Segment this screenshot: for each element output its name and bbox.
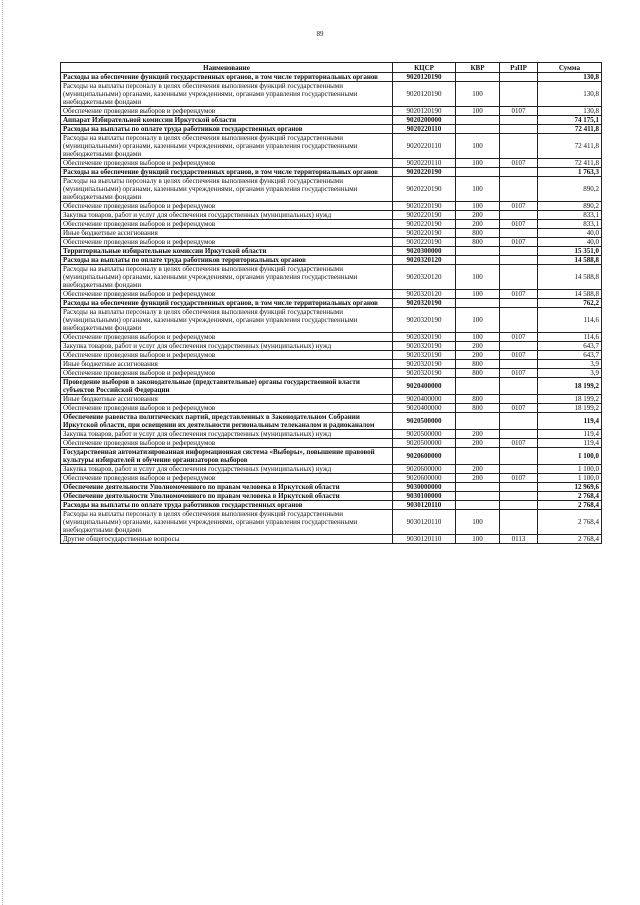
cell-sum: 18 199,2 bbox=[538, 378, 602, 395]
table-row bbox=[61, 430, 602, 439]
cell-rzpr bbox=[500, 211, 538, 220]
cell-rzpr: 0107 bbox=[500, 107, 538, 116]
cell-kcsr: 9020120190 bbox=[393, 82, 456, 107]
cell-name: Расходы на выплаты персоналу в целях обеспечения выполнения функций государственными (муниципальными) органами, казенными учреждениями, органами управления государственными внебюджетными фондами bbox=[61, 308, 393, 333]
cell-sum: 72 411,8 bbox=[538, 134, 602, 159]
table-row bbox=[61, 159, 602, 168]
table-row bbox=[61, 177, 602, 202]
cell-kvr: 200 bbox=[456, 211, 500, 220]
cell-rzpr bbox=[500, 465, 538, 474]
cell-kvr: 100 bbox=[456, 202, 500, 211]
cell-sum: 72 411,8 bbox=[538, 159, 602, 168]
cell-name: Расходы на выплаты персоналу в целях обеспечения выполнения функций государственными (муниципальными) органами, казенными учреждениями, органами управления государственными внебюджетными фондами bbox=[61, 82, 393, 107]
cell-rzpr: 0113 bbox=[500, 535, 538, 544]
cell-name: Обеспечение проведения выборов и референдумов bbox=[61, 351, 393, 360]
cell-name: Закупка товаров, работ и услуг для обеспечения государственных (муниципальных) нужд bbox=[61, 465, 393, 474]
table-row bbox=[61, 439, 602, 448]
cell-name: Обеспечение проведения выборов и референдумов bbox=[61, 220, 393, 229]
cell-kcsr: 9020200000 bbox=[393, 116, 456, 125]
cell-name: Проведение выборов в законодательные (представительные) органы государственной власти субъектов Российской Федерации bbox=[61, 378, 393, 395]
cell-name: Закупка товаров, работ и услуг для обеспечения государственных (муниципальных) нужд bbox=[61, 342, 393, 351]
header-name: Наименование bbox=[61, 63, 393, 73]
cell-rzpr: 0107 bbox=[500, 351, 538, 360]
cell-name: Обеспечение проведения выборов и референдумов bbox=[61, 333, 393, 342]
header-rzpr: РзПР bbox=[500, 63, 538, 73]
cell-kcsr: 9020600000 bbox=[393, 474, 456, 483]
budget-table bbox=[60, 62, 602, 544]
cell-name: Обеспечение деятельности Уполномоченного по правам человека в Иркутской области bbox=[61, 483, 393, 492]
table-row bbox=[61, 395, 602, 404]
cell-kvr: 200 bbox=[456, 474, 500, 483]
table-row bbox=[61, 474, 602, 483]
cell-kcsr: 9020220190 bbox=[393, 202, 456, 211]
cell-rzpr: 0107 bbox=[500, 404, 538, 413]
cell-sum: 2 768,4 bbox=[538, 501, 602, 510]
cell-rzpr bbox=[500, 360, 538, 369]
table-row bbox=[61, 483, 602, 492]
table-row bbox=[61, 510, 602, 535]
cell-name: Обеспечение проведения выборов и референдумов bbox=[61, 202, 393, 211]
cell-rzpr bbox=[500, 395, 538, 404]
cell-name: Обеспечение проведения выборов и референдумов bbox=[61, 107, 393, 116]
cell-rzpr bbox=[500, 378, 538, 395]
cell-kvr bbox=[456, 378, 500, 395]
cell-name: Расходы на выплаты по оплате труда работников территориальных органов bbox=[61, 256, 393, 265]
cell-sum: 14 588,8 bbox=[538, 290, 602, 299]
cell-kcsr: 9030000000 bbox=[393, 483, 456, 492]
cell-kcsr: 9030120110 bbox=[393, 535, 456, 544]
cell-kvr: 200 bbox=[456, 439, 500, 448]
cell-kvr: 800 bbox=[456, 238, 500, 247]
cell-kvr: 800 bbox=[456, 229, 500, 238]
cell-rzpr bbox=[500, 483, 538, 492]
cell-kcsr: 9020320190 bbox=[393, 360, 456, 369]
cell-kcsr: 9020320190 bbox=[393, 351, 456, 360]
table-row bbox=[61, 134, 602, 159]
table-row bbox=[61, 465, 602, 474]
cell-sum: 3,9 bbox=[538, 360, 602, 369]
cell-name: Обеспечение проведения выборов и референдумов bbox=[61, 369, 393, 378]
cell-kcsr: 9020220190 bbox=[393, 220, 456, 229]
table-header-row bbox=[61, 63, 602, 73]
cell-kvr: 800 bbox=[456, 404, 500, 413]
cell-sum: 643,7 bbox=[538, 351, 602, 360]
cell-sum: 14 588,8 bbox=[538, 256, 602, 265]
table-row bbox=[61, 308, 602, 333]
cell-kvr bbox=[456, 413, 500, 430]
cell-rzpr: 0107 bbox=[500, 333, 538, 342]
cell-name: Обеспечение проведения выборов и референдумов bbox=[61, 439, 393, 448]
table-row bbox=[61, 413, 602, 430]
table-row bbox=[61, 265, 602, 290]
cell-name: Государственная автоматизированная информационная система «Выборы», повышение правовой культуры избирателей и обучение организаторов выборов bbox=[61, 448, 393, 465]
cell-kvr: 100 bbox=[456, 290, 500, 299]
cell-kvr bbox=[456, 299, 500, 308]
cell-kvr: 200 bbox=[456, 220, 500, 229]
cell-name: Расходы на выплаты персоналу в целях обеспечения выполнения функций государственными (муниципальными) органами, казенными учреждениями, органами управления государственными внебюджетными фондами bbox=[61, 510, 393, 535]
cell-kcsr: 9020500000 bbox=[393, 439, 456, 448]
cell-sum: 114,6 bbox=[538, 308, 602, 333]
cell-kvr: 800 bbox=[456, 395, 500, 404]
table-row bbox=[61, 492, 602, 501]
table-row bbox=[61, 501, 602, 510]
cell-name: Расходы на обеспечение функций государственных органов, в том числе территориальных органов bbox=[61, 73, 393, 82]
cell-sum: 1 100,0 bbox=[538, 474, 602, 483]
table-row bbox=[61, 535, 602, 544]
cell-rzpr: 0107 bbox=[500, 474, 538, 483]
cell-rzpr bbox=[500, 448, 538, 465]
cell-rzpr bbox=[500, 168, 538, 177]
cell-kcsr: 9030120110 bbox=[393, 510, 456, 535]
page-number: 89 bbox=[316, 30, 324, 38]
table-row bbox=[61, 125, 602, 134]
cell-sum: 890,2 bbox=[538, 202, 602, 211]
cell-name: Иные бюджетные ассигнования bbox=[61, 395, 393, 404]
cell-kvr bbox=[456, 125, 500, 134]
table-row bbox=[61, 211, 602, 220]
cell-name: Иные бюджетные ассигнования bbox=[61, 360, 393, 369]
cell-sum: 18 199,2 bbox=[538, 404, 602, 413]
cell-rzpr: 0107 bbox=[500, 220, 538, 229]
cell-rzpr bbox=[500, 430, 538, 439]
cell-sum: 18 199,2 bbox=[538, 395, 602, 404]
cell-kcsr: 9020500000 bbox=[393, 430, 456, 439]
table-row bbox=[61, 256, 602, 265]
table-row bbox=[61, 360, 602, 369]
cell-name: Расходы на обеспечение функций государственных органов, в том числе территориальных органов bbox=[61, 168, 393, 177]
cell-kcsr: 9020120190 bbox=[393, 107, 456, 116]
cell-kvr: 100 bbox=[456, 134, 500, 159]
cell-rzpr bbox=[500, 501, 538, 510]
table-row bbox=[61, 448, 602, 465]
cell-sum: 14 588,8 bbox=[538, 265, 602, 290]
cell-rzpr: 0107 bbox=[500, 202, 538, 211]
cell-rzpr: 0107 bbox=[500, 369, 538, 378]
cell-kcsr: 9020320190 bbox=[393, 369, 456, 378]
cell-kcsr: 9020320120 bbox=[393, 265, 456, 290]
cell-kvr: 100 bbox=[456, 308, 500, 333]
cell-sum: 1 763,3 bbox=[538, 168, 602, 177]
cell-sum: 2 768,4 bbox=[538, 510, 602, 535]
cell-name: Расходы на выплаты персоналу в целях обеспечения выполнения функций государственными (муниципальными) органами, казенными учреждениями, органами управления государственными внебюджетными фондами bbox=[61, 265, 393, 290]
cell-rzpr bbox=[500, 492, 538, 501]
cell-kcsr: 9020320190 bbox=[393, 299, 456, 308]
cell-sum: 72 411,8 bbox=[538, 125, 602, 134]
cell-rzpr bbox=[500, 299, 538, 308]
cell-kcsr: 9020220190 bbox=[393, 238, 456, 247]
cell-kvr bbox=[456, 256, 500, 265]
cell-kcsr: 9030120110 bbox=[393, 501, 456, 510]
cell-kcsr: 9020220110 bbox=[393, 159, 456, 168]
cell-kcsr: 9020400000 bbox=[393, 404, 456, 413]
cell-rzpr bbox=[500, 73, 538, 82]
cell-name: Обеспечение равенства политических партий, представленных в Законодательном Собрании Иркутской области, при освещении их деятельности региональным телеканалом и радиоканалом bbox=[61, 413, 393, 430]
cell-rzpr bbox=[500, 116, 538, 125]
cell-name: Обеспечение проведения выборов и референдумов bbox=[61, 238, 393, 247]
header-kcsr: КЦСР bbox=[393, 63, 456, 73]
cell-rzpr: 0107 bbox=[500, 439, 538, 448]
cell-rzpr bbox=[500, 247, 538, 256]
cell-kvr: 100 bbox=[456, 535, 500, 544]
cell-kcsr: 9020600000 bbox=[393, 448, 456, 465]
cell-sum: 1 100,0 bbox=[538, 448, 602, 465]
cell-name: Территориальные избирательные комиссии Иркутской области bbox=[61, 247, 393, 256]
cell-kvr: 800 bbox=[456, 360, 500, 369]
cell-kvr bbox=[456, 448, 500, 465]
cell-rzpr bbox=[500, 82, 538, 107]
table-row bbox=[61, 369, 602, 378]
cell-sum: 119,4 bbox=[538, 413, 602, 430]
cell-sum: 130,8 bbox=[538, 107, 602, 116]
cell-kcsr: 9020220110 bbox=[393, 125, 456, 134]
cell-sum: 643,7 bbox=[538, 342, 602, 351]
cell-kcsr: 9020220190 bbox=[393, 229, 456, 238]
cell-kvr: 100 bbox=[456, 159, 500, 168]
table-row bbox=[61, 238, 602, 247]
cell-kvr bbox=[456, 116, 500, 125]
table-row bbox=[61, 229, 602, 238]
cell-rzpr: 0107 bbox=[500, 159, 538, 168]
cell-name: Расходы на выплаты персоналу в целях обеспечения выполнения функций государственными (муниципальными) органами, казенными учреждениями, органами управления государственными внебюджетными фондами bbox=[61, 134, 393, 159]
cell-kcsr: 9020600000 bbox=[393, 465, 456, 474]
cell-kvr: 200 bbox=[456, 342, 500, 351]
cell-sum: 130,8 bbox=[538, 73, 602, 82]
cell-sum: 762,2 bbox=[538, 299, 602, 308]
cell-kcsr: 9020400000 bbox=[393, 395, 456, 404]
cell-sum: 114,6 bbox=[538, 333, 602, 342]
cell-kcsr: 9020320120 bbox=[393, 256, 456, 265]
cell-sum: 119,4 bbox=[538, 430, 602, 439]
cell-name: Обеспечение деятельности Уполномоченного по правам человека в Иркутской области bbox=[61, 492, 393, 501]
cell-name: Обеспечение проведения выборов и референдумов bbox=[61, 290, 393, 299]
cell-rzpr: 0107 bbox=[500, 290, 538, 299]
cell-kvr: 100 bbox=[456, 82, 500, 107]
cell-sum: 74 175,1 bbox=[538, 116, 602, 125]
cell-kcsr: 9020300000 bbox=[393, 247, 456, 256]
cell-kvr bbox=[456, 247, 500, 256]
cell-sum: 40,0 bbox=[538, 238, 602, 247]
cell-rzpr bbox=[500, 308, 538, 333]
table-row bbox=[61, 247, 602, 256]
table-row bbox=[61, 73, 602, 82]
cell-sum: 119,4 bbox=[538, 439, 602, 448]
cell-kcsr: 9020320190 bbox=[393, 308, 456, 333]
cell-rzpr bbox=[500, 342, 538, 351]
cell-name: Расходы на выплаты персоналу в целях обеспечения выполнения функций государственными (муниципальными) органами, казенными учреждениями, органами управления государственными внебюджетными фондами bbox=[61, 177, 393, 202]
cell-kvr: 100 bbox=[456, 177, 500, 202]
cell-name: Расходы на выплаты по оплате труда работников государственных органов bbox=[61, 125, 393, 134]
cell-sum: 3,9 bbox=[538, 369, 602, 378]
cell-name: Обеспечение проведения выборов и референдумов bbox=[61, 404, 393, 413]
header-kvr: КВР bbox=[456, 63, 500, 73]
table-row bbox=[61, 202, 602, 211]
cell-name: Аппарат Избирательной комиссии Иркутской области bbox=[61, 116, 393, 125]
cell-kcsr: 9020220110 bbox=[393, 134, 456, 159]
cell-kvr: 800 bbox=[456, 369, 500, 378]
table-row bbox=[61, 378, 602, 395]
cell-kvr bbox=[456, 168, 500, 177]
cell-rzpr bbox=[500, 510, 538, 535]
table-row bbox=[61, 116, 602, 125]
cell-rzpr bbox=[500, 134, 538, 159]
table-row bbox=[61, 168, 602, 177]
cell-sum: 890,2 bbox=[538, 177, 602, 202]
table-row bbox=[61, 220, 602, 229]
cell-kvr: 200 bbox=[456, 351, 500, 360]
cell-sum: 1 100,0 bbox=[538, 465, 602, 474]
cell-sum: 12 969,6 bbox=[538, 483, 602, 492]
cell-sum: 2 768,4 bbox=[538, 492, 602, 501]
table-row bbox=[61, 299, 602, 308]
cell-kvr: 200 bbox=[456, 430, 500, 439]
cell-rzpr bbox=[500, 265, 538, 290]
table-row bbox=[61, 107, 602, 116]
cell-rzpr bbox=[500, 256, 538, 265]
cell-kcsr: 9020320190 bbox=[393, 333, 456, 342]
table-row bbox=[61, 342, 602, 351]
cell-sum: 130,8 bbox=[538, 82, 602, 107]
cell-rzpr bbox=[500, 177, 538, 202]
cell-rzpr: 0107 bbox=[500, 238, 538, 247]
cell-kvr: 100 bbox=[456, 107, 500, 116]
header-sum: Сумма bbox=[538, 63, 602, 73]
table-row bbox=[61, 351, 602, 360]
cell-kcsr: 9020220190 bbox=[393, 168, 456, 177]
table-row bbox=[61, 404, 602, 413]
cell-sum: 2 768,4 bbox=[538, 535, 602, 544]
cell-kvr: 100 bbox=[456, 510, 500, 535]
cell-name: Закупка товаров, работ и услуг для обеспечения государственных (муниципальных) нужд bbox=[61, 211, 393, 220]
scan-edge bbox=[2, 0, 7, 905]
cell-kcsr: 9020320190 bbox=[393, 342, 456, 351]
cell-kcsr: 9020120190 bbox=[393, 73, 456, 82]
cell-rzpr bbox=[500, 125, 538, 134]
cell-kcsr: 9020220190 bbox=[393, 177, 456, 202]
table-row bbox=[61, 82, 602, 107]
cell-kvr bbox=[456, 483, 500, 492]
table-row bbox=[61, 333, 602, 342]
cell-kcsr: 9020320120 bbox=[393, 290, 456, 299]
cell-kcsr: 9020400000 bbox=[393, 378, 456, 395]
cell-sum: 833,1 bbox=[538, 211, 602, 220]
table-body bbox=[61, 73, 602, 544]
cell-name: Обеспечение проведения выборов и референдумов bbox=[61, 159, 393, 168]
cell-kvr: 100 bbox=[456, 265, 500, 290]
cell-name: Другие общегосударственные вопросы bbox=[61, 535, 393, 544]
cell-name: Расходы на обеспечение функций государственных органов, в том числе территориальных органов bbox=[61, 299, 393, 308]
cell-kvr: 200 bbox=[456, 465, 500, 474]
cell-kvr bbox=[456, 73, 500, 82]
cell-kvr bbox=[456, 492, 500, 501]
cell-kvr: 100 bbox=[456, 333, 500, 342]
cell-name: Расходы на выплаты по оплате труда работников государственных органов bbox=[61, 501, 393, 510]
cell-kvr bbox=[456, 501, 500, 510]
cell-kcsr: 9020220190 bbox=[393, 211, 456, 220]
table-row bbox=[61, 290, 602, 299]
cell-sum: 833,1 bbox=[538, 220, 602, 229]
cell-name: Закупка товаров, работ и услуг для обеспечения государственных (муниципальных) нужд bbox=[61, 430, 393, 439]
cell-name: Иные бюджетные ассигнования bbox=[61, 229, 393, 238]
cell-name: Обеспечение проведения выборов и референдумов bbox=[61, 474, 393, 483]
cell-sum: 15 351,0 bbox=[538, 247, 602, 256]
cell-rzpr bbox=[500, 413, 538, 430]
cell-rzpr bbox=[500, 229, 538, 238]
cell-kcsr: 9030100000 bbox=[393, 492, 456, 501]
cell-kcsr: 9020500000 bbox=[393, 413, 456, 430]
cell-sum: 40,0 bbox=[538, 229, 602, 238]
